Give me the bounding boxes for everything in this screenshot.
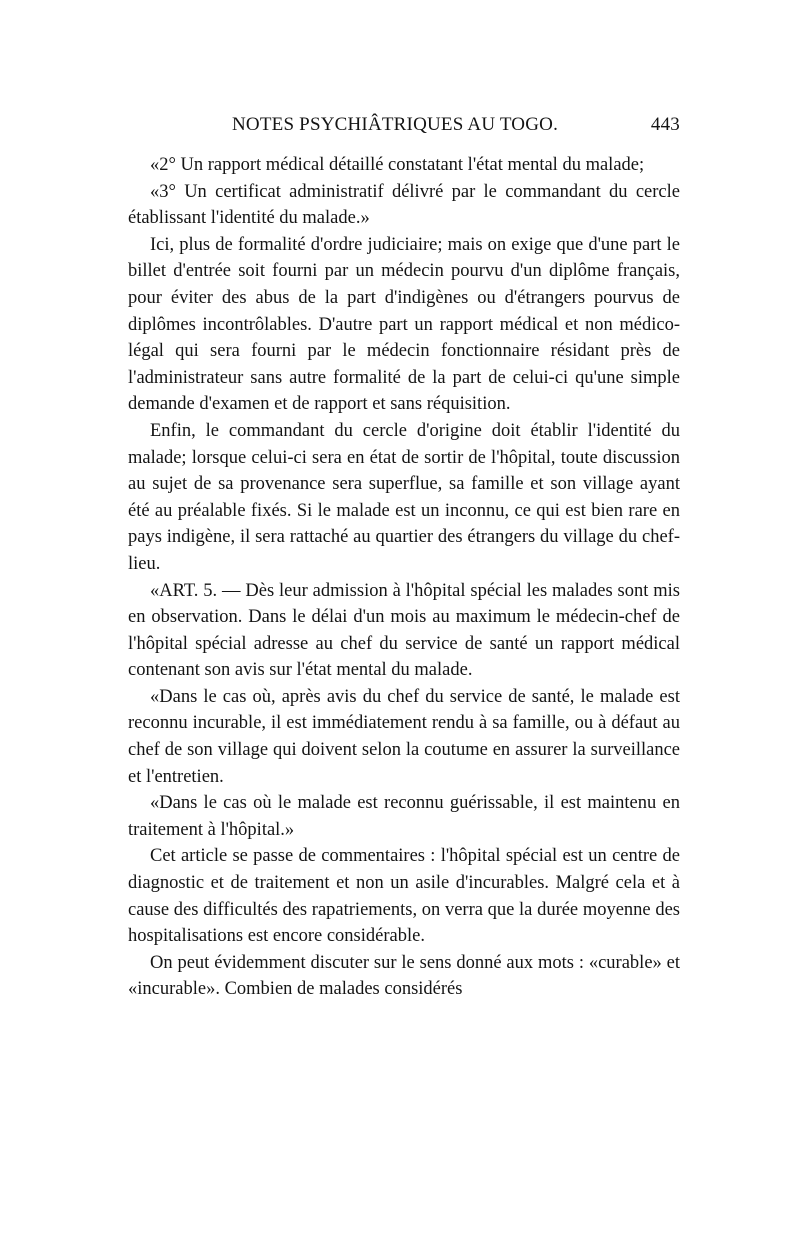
- paragraph-incurable: «Dans le cas où, après avis du chef du service de santé, le malade est reconnu incurable, il est immédiatement rendu à sa famille, ou à défaut au chef de son village qui doivent selon la coutume en assurer la surveillance et l'entretien.: [128, 686, 680, 787]
- page-number: 443: [650, 114, 680, 135]
- paragraph-curable: «Dans le cas où le malade est reconnu guérissable, il est maintenu en traitement à l'hôpital.»: [128, 793, 680, 840]
- paragraph-article-5: «ART. 5. — Dès leur admission à l'hôpital spécial les malades sont mis en observation. Dans le délai d'un mois au maximum le médecin-chef de l'hôpital spécial adresse au chef du service de santé un rapport médical contenant son avis sur l'état mental du malade.: [128, 580, 680, 681]
- paragraph-item-3: «3° Un certificat administratif délivré par le commandant du cercle établissant l'identité du malade.»: [128, 181, 680, 229]
- page-header: [128, 114, 680, 144]
- paragraph-item-2: «2° Un rapport médical détaillé constatant l'état mental du malade;: [150, 155, 645, 175]
- book-page: [128, 114, 680, 1003]
- paragraph-commentary: Cet article se passe de commentaires : l'hôpital spécial est un centre de diagnostic et de traitement et non un asile d'incurables. Malgré cela et à cause des difficultés des rapatriements, on verra que la durée moyenne des hospitalisations est encore considérable.: [128, 846, 680, 947]
- paragraph-formalities: Ici, plus de formalité d'ordre judiciaire; mais on exige que d'une part le billet d'entrée soit fourni par un médecin pourvu d'un diplôme français, pour éviter des abus de la part d'indigènes ou d'étrangers pourvus de diplômes incontrôlables. D'autre part un rapport médical et non médico-légal qui sera fourni par le médecin fonctionnaire résidant près de l'administrateur sans autre formalité de la part de celui-ci qu'une simple demande d'examen et de rapport et sans réquisition.: [128, 234, 680, 415]
- running-title: NOTES PSYCHIÂTRIQUES AU TOGO.: [232, 114, 559, 135]
- body-text: [128, 152, 680, 1003]
- paragraph-identity: Enfin, le commandant du cercle d'origine doit établir l'identité du malade; lorsque celui-ci sera en état de sortir de l'hôpital, toute discussion au sujet de sa provenance sera superflue, sa famille et son village ayant été au préalable fixés. Si le malade est un inconnu, ce qui est bien rare en pays indigène, il sera rattaché au quartier des étrangers du village du chef-lieu.: [128, 420, 680, 574]
- paragraph-discussion: On peut évidemment discuter sur le sens donné aux mots : «curable» et «incurable». Combien de malades considérés: [128, 952, 680, 1000]
